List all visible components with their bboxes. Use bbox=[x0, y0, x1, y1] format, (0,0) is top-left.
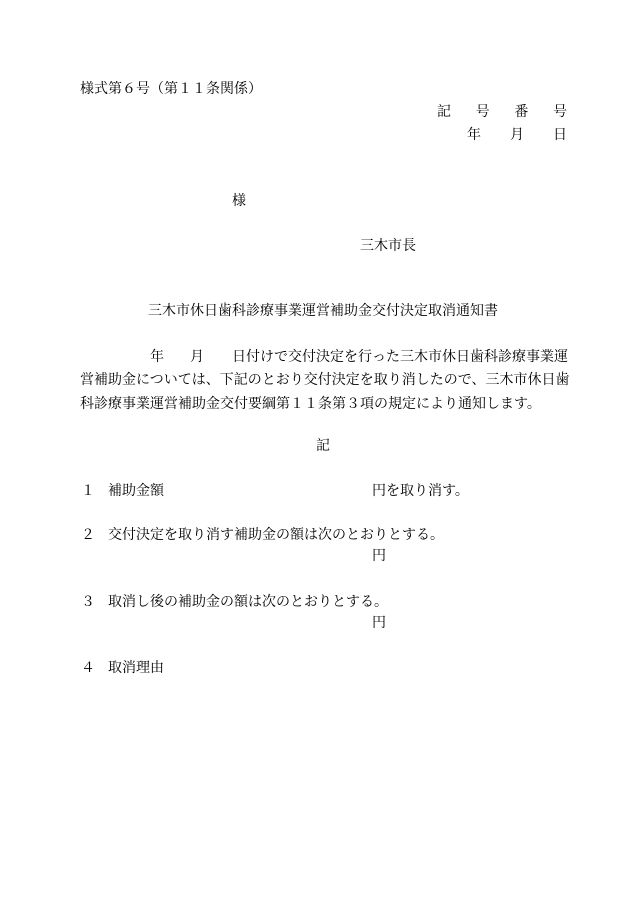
ki-heading: 記 bbox=[316, 438, 330, 454]
addressee-honorific: 様 bbox=[232, 193, 246, 209]
record-number-char: 番 bbox=[514, 104, 529, 120]
issuer-name: 三木市長 bbox=[360, 238, 416, 254]
item-label: 取消理由 bbox=[108, 660, 164, 676]
record-number-char: 記 bbox=[437, 104, 451, 120]
body-month-label: 月 bbox=[190, 349, 204, 365]
document-title: 三木市休日歯科診療事業運営補助金交付決定取消通知書 bbox=[148, 303, 498, 319]
item-amount-text: 円 bbox=[372, 615, 386, 631]
body-line-1-text: 日付けで交付決定を行った三木市休日歯科診療事業運 bbox=[232, 349, 568, 365]
date-day-label: 日 bbox=[553, 127, 567, 143]
item-number: ３ bbox=[81, 594, 95, 610]
item-label: 補助金額 bbox=[108, 483, 164, 499]
item-label: 取消し後の補助金の額は次のとおりとする。 bbox=[108, 594, 388, 610]
item-number: １ bbox=[81, 483, 95, 499]
record-number-char: 号 bbox=[475, 104, 490, 120]
item-number: ２ bbox=[81, 527, 95, 543]
record-number-row bbox=[437, 105, 567, 119]
body-year-label: 年 bbox=[150, 349, 164, 365]
form-number-label: 様式第６号（第１１条関係） bbox=[80, 81, 262, 97]
item-amount-text: 円を取り消す。 bbox=[372, 483, 469, 499]
record-number-char: 号 bbox=[552, 104, 567, 120]
date-year-label: 年 bbox=[467, 127, 481, 143]
issue-date-row bbox=[467, 128, 567, 142]
item-number: ４ bbox=[81, 660, 95, 676]
body-paragraph-line-2: 営補助金については、下記のとおり交付決定を取り消したので、三木市休日歯 bbox=[80, 372, 570, 388]
body-paragraph-line-3: 科診療事業運営補助金交付要綱第１１条第３項の規定により通知します。 bbox=[80, 396, 541, 412]
date-month-label: 月 bbox=[510, 127, 524, 143]
item-amount-text: 円 bbox=[372, 548, 386, 564]
item-label: 交付決定を取り消す補助金の額は次のとおりとする。 bbox=[108, 527, 444, 543]
